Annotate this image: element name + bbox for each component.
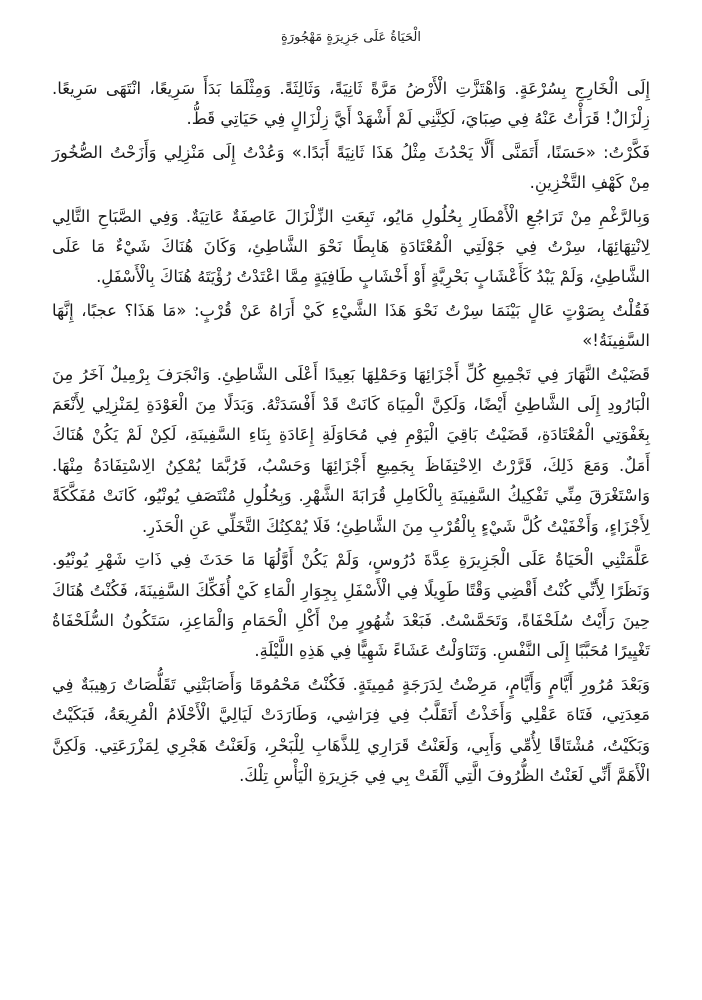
page-header-title: الْحَيَاةُ عَلَى جَزِيرَةٍ مَهْجُورَةٍ xyxy=(281,30,421,45)
paragraph: وَبِالرَّغْمِ مِنْ تَرَاجُعِ الْأَمْطَارِ بِحُلُولِ مَايُو، تَبِعَتِ الزِّلْزَالَ عَاصِفَةٌ عَاتِيَةٌ. وَفِي الصَّبَاحِ التَّالِي لِانْتِهَائِهَا، سِرْتُ فِي جَوْلَتِي الْمُعْتَادَةِ هَابِطًا نَحْوَ الشَّاطِئِ، وَكَانَ هُنَاكَ شَيْءٌ مَا عَلَى الشَّاطِئِ، وَلَمْ يَبْدُ كَأَعْشَابٍ بَحْرِيَّةٍ أَوْ أَخْشَابٍ طَافِيَةٍ مِمَّا اعْتَدْتُ رُؤْيَتَهُ هُنَاكَ بِالْأَسْفَلِ. xyxy=(52,206,650,287)
paragraph: وَبَعْدَ مُرُورِ أَيَّامٍ وَأَيَّامٍ، مَرِضْتُ لِدَرَجَةٍ مُمِيتَةٍ. فَكُنْتُ مَحْمُومًا وَأَصَابَتْنِي تَقَلُّصَاتٌ رَهِيبَةٌ فِي مَعِدَتِي، فَتَاهَ عَقْلِي وَأَخَذْتُ أَتَقَلَّبُ فِي فِرَاشِي، وَطَارَدَتْ لَيَالِيَّ الْأَحْلَامُ الْمُرِيعَةُ، فَبَكَيْتُ وَبَكَيْتُ، مُشْتَاقًا لِأُمِّي وَأَبِي، وَلَعَنْتُ قَرَارِي لِلذَّهَابِ لِلْبَحْرِ، وَلَعَنْتُ هَجْرِي لِمَزْرَعَتِي. وَلَكِنَّ الْأَهَمَّ أَنِّي لَعَنْتُ الظُّرُوفَ الَّتِي أَلْقَتْ بِي فِي جَزِيرَةِ الْيَأْسِ تِلْكَ. xyxy=(52,674,650,785)
body-text xyxy=(52,74,650,791)
paragraph: عَلَّمَتْنِي الْحَيَاةُ عَلَى الْجَزِيرَةِ عِدَّةَ دُرُوسٍ، وَلَمْ يَكُنْ أَوَّلُهَا مَا حَدَثَ فِي ذَاتِ شَهْرِ يُونْيُو. وَنَظَرًا لِأَنِّي كُنْتُ أَقْضِي وَقْتًا طَوِيلًا فِي الْأَسْفَلِ بِجِوَارِ الْمَاءِ كَيْ أُفَكِّكَ السَّفِينَةَ، فَكُنْتُ هُنَاكَ حِينَ رَأَيْتُ سُلَحْفَاةً، وَتَحَمَّسْتُ. فَبَعْدَ شُهُورٍ مِنْ أَكْلِ الْحَمَامِ وَالْمَاعِزِ، سَتَكُونُ السُّلَحْفَاةُ تَغْيِيرًا مُحَبَّبًا إِلَى النَّفْسِ. وَتَنَاوَلْتُ عَشَاءً شَهِيًّا فِي هَذِهِ اللَّيْلَةِ. xyxy=(52,550,650,661)
paragraph: قَضَيْتُ النَّهَارَ فِي تَجْمِيعِ كُلِّ أَجْزَائِهَا وَحَمْلِهَا بَعِيدًا أَعْلَى الشَّاطِئِ. وَانْجَرَفَ بِرْمِيلٌ آخَرُ مِنَ الْبَارُودِ إِلَى الشَّاطِئِ أَيْضًا، وَلَكِنَّ الْمِيَاهَ كَانَتْ قَدْ أَفْسَدَتْهُ. وَبَدَلًا مِنَ الْعَوْدَةِ لِمَنْزِلِي لِأَنْعَمَ بِغَفْوَتِي الْمُعْتَادَةِ، قَضَيْتُ بَاقِيَ الْيَوْمِ فِي مُحَاوَلَةِ إِعَادَةِ بِنَاءِ السَّفِينَةِ، لَكِنْ لَمْ يَكُنْ هُنَاكَ أَمَلٌ. وَمَعَ ذَلِكَ، قَرَّرْتُ الِاحْتِفَاظَ بِجَمِيعِ أَجْزَائِهَا وَحَسْبُ، فَرُبَّمَا يُمْكِنُ الِاسْتِفَادَةُ مِنْهَا. وَاسْتَغْرَقَ مِنِّي تَفْكِيكُ السَّفِينَةِ بِالْكَامِلِ قُرَابَةَ الشَّهْرِ. وَبِحُلُولِ مُنْتَصَفِ يُونْيُو، كَانَتْ مُفَكَّكَةً لِأَجْزَاءٍ، وَأَخْفَيْتُ كُلَّ شَيْءٍ بِالْقُرْبِ مِنَ الشَّاطِئِ؛ فَلَا يُمْكِنُكَ التَّخَلِّي عَنِ الْحَذَرِ. xyxy=(52,364,650,536)
paragraph: إِلَى الْخَارِجِ بِسُرْعَةٍ. وَاهْتَزَّتِ الْأَرْضُ مَرَّةً ثَانِيَةً، وَثَالِثَةً. وَمِثْلَمَا بَدَأَ سَرِيعًا، انْتَهَى سَرِيعًا. زِلْزَالٌ! قَرَأْتُ عَنْهُ فِي صِبَايَ، لَكِنَّنِي لَمْ أَشْهَدْ أَيَّ زِلْزَالٍ فِي حَيَاتِي قَطُّ. xyxy=(52,79,650,129)
paragraph: فَقُلْتُ بِصَوْتٍ عَالٍ بَيْنَمَا سِرْتُ نَحْوَ هَذَا الشَّيْءِ كَيْ أَرَاهُ عَنْ قُرْبٍ: «مَا هَذَا؟ عجبًا، إِنَّهَا السَّفِينَةُ!» xyxy=(52,300,650,351)
paragraph: فَكَّرْتُ: «حَسَنًا، أَتَمَنَّى أَلَّا يَحْدُثَ مِثْلُ هَذَا ثَانِيَةً أَبَدًا.» وَعُدْتُ إِلَى مَنْزِلِي وَأَزَحْتُ الصُّخُورَ مِنْ كَهْفِ التَّخْزِينِ. xyxy=(52,142,650,193)
